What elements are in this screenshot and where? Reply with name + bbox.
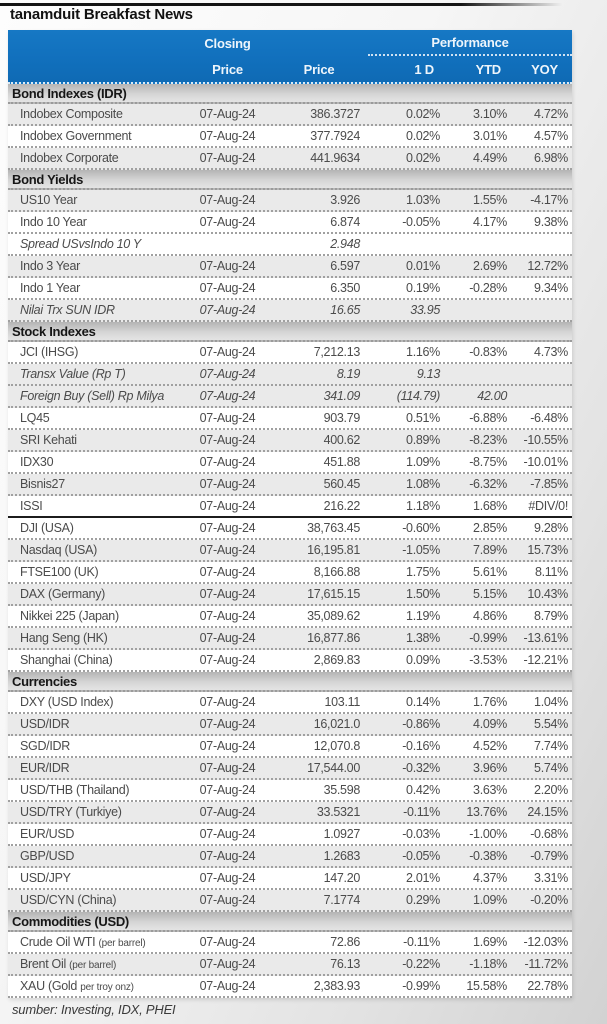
change-1d-cell: -0.05% [402,215,440,229]
instrument-name-cell: Indobex Composite [20,107,123,121]
change-yoy-cell: 8.11% [534,565,568,579]
section-header [8,912,572,932]
change-1d-cell: -0.16% [402,739,440,753]
change-yoy-header: YOY [531,61,558,77]
table-row [8,474,572,496]
instrument-name-cell: DAX (Germany) [20,587,106,601]
price-cell: 7.1774 [323,893,360,907]
change-1d-header: 1 D [414,61,434,77]
date-cell: 07-Aug-24 [199,783,256,797]
section-label: Bond Yields [12,171,84,187]
table-row [8,976,572,998]
instrument-name-cell: IDX30 [20,455,54,469]
date-cell: 07-Aug-24 [199,129,256,143]
price-cell: 147.20 [323,871,360,885]
instrument-name-cell: Bisnis27 [20,477,65,491]
date-cell: 07-Aug-24 [199,957,256,971]
change-1d-cell: -0.32% [402,761,440,775]
date-cell: 07-Aug-24 [199,193,256,207]
change-1d-cell: 1.16% [406,345,440,359]
change-1d-cell: -0.60% [402,521,440,535]
closing-price-header: Price [212,61,243,77]
price-cell: 2,383.93 [313,979,360,993]
change-1d-cell: 0.02% [406,107,440,121]
change-yoy-cell: 4.73% [534,345,568,359]
change-ytd-cell: 5.15% [473,587,507,601]
change-1d-cell: 0.19% [406,281,440,295]
change-yoy-cell: 7.74% [534,739,568,753]
change-yoy-cell: 12.72% [527,259,568,273]
change-yoy-cell: -0.79% [530,849,568,863]
section-header [8,170,572,190]
table-row [8,540,572,562]
change-ytd-header: YTD [475,61,501,77]
change-yoy-cell: -0.20% [530,893,568,907]
instrument-name-cell: Foreign Buy (Sell) Rp Milya [20,389,165,403]
table-row [8,650,572,672]
date-cell: 07-Aug-24 [199,389,256,403]
price-cell: 76.13 [330,957,360,971]
date-cell: 07-Aug-24 [199,151,256,165]
instrument-name-cell: USD/TRY (Turkiye) [20,805,122,819]
table-row [8,954,572,976]
change-1d-cell: 1.18% [406,499,440,513]
change-yoy-cell: 3.31% [534,871,568,885]
change-yoy-cell: 4.57% [534,129,568,143]
change-1d-cell: 1.09% [406,455,440,469]
price-cell: 38,763.45 [307,521,360,535]
instrument-name-cell: Hang Seng (HK) [20,631,108,645]
change-yoy-cell: -6.48% [530,411,568,425]
instrument-name-cell: EUR/IDR [20,761,70,775]
instrument-name-cell: Transx Value (Rp T) [20,367,126,381]
table-row [8,452,572,474]
section-header [8,322,572,342]
date-cell: 07-Aug-24 [199,717,256,731]
change-1d-cell: -0.03% [402,827,440,841]
table-row [8,802,572,824]
instrument-name-cell: USD/IDR [20,717,70,731]
date-cell: 07-Aug-24 [199,587,256,601]
date-cell: 07-Aug-24 [199,827,256,841]
instrument-name-unit: (per barrel) [98,938,146,949]
date-cell: 07-Aug-24 [199,543,256,557]
instrument-name-cell: JCI (IHSG) [20,345,79,359]
price-cell: 1.2683 [323,849,360,863]
table-row [8,300,572,322]
price-cell: 1.0927 [323,827,360,841]
price-cell: 3.926 [330,193,360,207]
change-ytd-cell: -0.83% [469,345,507,359]
table-row [8,496,572,518]
change-ytd-cell: 42.00 [477,389,507,403]
change-1d-cell: 1.03% [406,193,440,207]
table-row [8,364,572,386]
table-row [8,408,572,430]
price-cell: 560.45 [323,477,360,491]
table-body [8,84,572,998]
price-cell: 72.86 [330,935,360,949]
closing-header: Closing [204,35,251,51]
table-row [8,628,572,650]
instrument-name-unit: (per barrel) [69,960,117,971]
date-cell: 07-Aug-24 [199,695,256,709]
date-cell: 07-Aug-24 [199,609,256,623]
market-summary-table [8,30,572,998]
change-ytd-cell: 2.85% [473,521,507,535]
table-row [8,780,572,802]
change-1d-cell: -0.11% [403,935,440,949]
change-ytd-cell: -6.32% [469,477,507,491]
table-row [8,342,572,364]
price-header: Price [303,61,335,77]
price-cell: 386.3727 [310,107,360,121]
change-ytd-cell: 4.37% [473,871,507,885]
change-yoy-cell: -0.68% [530,827,568,841]
instrument-name-cell: Nikkei 225 (Japan) [20,609,119,623]
price-cell: 2,869.83 [313,653,360,667]
price-cell: 6.874 [330,215,360,229]
change-ytd-cell: -6.88% [469,411,507,425]
change-ytd-cell: 3.63% [473,783,507,797]
instrument-name-cell: SRI Kehati [20,433,77,447]
change-ytd-cell: -0.99% [469,631,507,645]
change-yoy-cell: -7.85% [530,477,568,491]
instrument-name-cell: Indo 1 Year [20,281,80,295]
table-row [8,758,572,780]
instrument-name-cell: USD/THB (Thailand) [20,783,130,797]
price-cell: 16,021.0 [313,717,360,731]
performance-header: Performance [368,30,572,56]
date-cell: 07-Aug-24 [199,871,256,885]
change-1d-cell: 0.02% [406,151,440,165]
instrument-name-cell: Crude Oil WTI (per barrel) [20,935,146,949]
change-ytd-cell: 4.52% [473,739,507,753]
date-cell: 07-Aug-24 [199,631,256,645]
table-row [8,736,572,758]
change-ytd-cell: -0.38% [469,849,507,863]
change-yoy-cell: 24.15% [527,805,568,819]
change-1d-cell: 0.09% [406,653,440,667]
change-1d-cell: 9.13 [416,367,440,381]
instrument-name-cell: Indo 10 Year [20,215,87,229]
price-cell: 377.7924 [310,129,360,143]
price-cell: 35.598 [323,783,360,797]
change-1d-cell: 1.75% [406,565,440,579]
date-cell: 07-Aug-24 [199,805,256,819]
change-yoy-cell: -12.21% [523,653,568,667]
change-yoy-cell: -12.03% [523,935,568,949]
price-cell: 7,212.13 [313,345,360,359]
change-ytd-cell: 1.76% [473,695,507,709]
price-cell: 903.79 [323,411,360,425]
section-label: Commodities (USD) [12,913,129,929]
table-row [8,148,572,170]
table-row [8,518,572,540]
table-row [8,104,572,126]
price-cell: 2.948 [330,237,360,251]
date-cell: 07-Aug-24 [199,107,256,121]
instrument-name-cell: ISSI [20,499,43,513]
change-1d-cell: (114.79) [396,389,440,403]
table-header [8,30,572,84]
price-cell: 341.09 [323,389,360,403]
table-row [8,430,572,452]
change-1d-cell: 1.38% [406,631,440,645]
header-row-1 [8,30,572,56]
change-1d-cell: -0.99% [402,979,440,993]
instrument-name-cell: US10 Year [20,193,78,207]
price-cell: 33.5321 [316,805,360,819]
table-row [8,824,572,846]
date-cell: 07-Aug-24 [199,367,256,381]
section-label: Bond Indexes (IDR) [12,85,127,101]
change-yoy-cell: -13.61% [523,631,568,645]
instrument-name-cell: XAU (Gold per troy onz) [20,979,134,993]
table-row [8,234,572,256]
price-cell: 17,544.00 [307,761,360,775]
instrument-name-cell: Brent Oil (per barrel) [20,957,117,971]
price-cell: 35,089.62 [307,609,360,623]
change-yoy-cell: 9.28% [534,521,568,535]
change-1d-cell: 0.01% [406,259,440,273]
price-cell: 451.88 [323,455,360,469]
price-cell: 8,166.88 [313,565,360,579]
change-yoy-cell: 15.73% [527,543,568,557]
change-ytd-cell: 15.58% [466,979,507,993]
instrument-name-cell: Nasdaq (USA) [20,543,97,557]
change-ytd-cell: 2.69% [473,259,507,273]
change-ytd-cell: 1.09% [473,893,507,907]
page-title: tanamduit Breakfast News [10,6,193,23]
change-1d-cell: 0.14% [406,695,440,709]
price-cell: 16,877.86 [307,631,360,645]
price-cell: 441.9634 [310,151,360,165]
instrument-name-cell: Spread USvsIndo 10 Y [20,237,141,251]
table-row [8,692,572,714]
change-yoy-cell: 8.79% [534,609,568,623]
change-ytd-cell: 4.09% [473,717,507,731]
section-label: Stock Indexes [12,323,96,339]
change-1d-cell: -0.05% [402,849,440,863]
change-1d-cell: -1.05% [402,543,440,557]
date-cell: 07-Aug-24 [199,477,256,491]
price-cell: 216.22 [323,499,360,513]
instrument-name-cell: Indo 3 Year [20,259,80,273]
change-ytd-cell: -8.75% [469,455,507,469]
table-row [8,256,572,278]
change-yoy-cell: 1.04% [534,695,568,709]
date-cell: 07-Aug-24 [199,761,256,775]
price-cell: 8.19 [336,367,360,381]
date-cell: 07-Aug-24 [199,259,256,273]
change-yoy-cell: -10.01% [523,455,568,469]
change-ytd-cell: -0.28% [469,281,507,295]
date-cell: 07-Aug-24 [199,303,256,317]
change-ytd-cell: 1.55% [473,193,507,207]
table-row [8,212,572,234]
table-row [8,932,572,954]
change-ytd-cell: -8.23% [469,433,507,447]
table-row [8,714,572,736]
section-header [8,84,572,104]
change-ytd-cell: 3.96% [473,761,507,775]
price-cell: 6.350 [330,281,360,295]
date-cell: 07-Aug-24 [199,455,256,469]
change-ytd-cell: 1.68% [473,499,507,513]
date-cell: 07-Aug-24 [199,345,256,359]
price-cell: 17,615.15 [307,587,360,601]
change-yoy-cell: 9.38% [534,215,568,229]
price-cell: 16.65 [330,303,360,317]
change-yoy-cell: #DIV/0! [528,499,568,513]
table-row [8,846,572,868]
instrument-name-cell: GBP/USD [20,849,75,863]
change-yoy-cell: -4.17% [530,193,568,207]
change-ytd-cell: 7.89% [473,543,507,557]
instrument-name-cell: Nilai Trx SUN IDR [20,303,115,317]
table-row [8,868,572,890]
change-yoy-cell: -10.55% [523,433,568,447]
instrument-name-cell: EUR/USD [20,827,75,841]
table-row [8,562,572,584]
section-header [8,672,572,692]
change-ytd-cell: 4.49% [473,151,507,165]
date-cell: 07-Aug-24 [199,499,256,513]
date-cell: 07-Aug-24 [199,849,256,863]
change-1d-cell: 1.08% [406,477,440,491]
change-yoy-cell: 4.72% [534,107,568,121]
change-ytd-cell: -1.00% [469,827,507,841]
change-1d-cell: -0.11% [403,805,440,819]
change-yoy-cell: 2.20% [534,783,568,797]
instrument-name-cell: DJI (USA) [20,521,74,535]
change-ytd-cell: -1.18% [469,957,507,971]
instrument-name-cell: Shanghai (China) [20,653,113,667]
table-row [8,890,572,912]
date-cell: 07-Aug-24 [199,739,256,753]
header-row-2 [8,56,572,82]
price-cell: 400.62 [323,433,360,447]
change-1d-cell: 0.42% [406,783,440,797]
table-row [8,126,572,148]
change-1d-cell: 0.02% [406,129,440,143]
change-ytd-cell: 1.69% [473,935,507,949]
change-1d-cell: 0.29% [406,893,440,907]
date-cell: 07-Aug-24 [199,521,256,535]
change-yoy-cell: 5.54% [534,717,568,731]
table-row [8,386,572,408]
change-1d-cell: -0.22% [402,957,440,971]
change-1d-cell: -0.86% [402,717,440,731]
date-cell: 07-Aug-24 [199,281,256,295]
change-yoy-cell: -11.72% [524,957,568,971]
date-cell: 07-Aug-24 [199,215,256,229]
change-ytd-cell: 3.10% [473,107,507,121]
change-ytd-cell: 4.86% [473,609,507,623]
price-cell: 16,195.81 [307,543,360,557]
instrument-name-cell: FTSE100 (UK) [20,565,99,579]
date-cell: 07-Aug-24 [199,565,256,579]
change-1d-cell: 1.50% [406,587,440,601]
change-1d-cell: 2.01% [406,871,440,885]
change-1d-cell: 0.51% [406,411,440,425]
date-cell: 07-Aug-24 [199,979,256,993]
date-cell: 07-Aug-24 [199,433,256,447]
change-yoy-cell: 9.34% [534,281,568,295]
change-1d-cell: 33.95 [410,303,440,317]
date-cell: 07-Aug-24 [199,653,256,667]
section-label: Currencies [12,673,77,689]
change-yoy-cell: 5.74% [534,761,568,775]
table-row [8,606,572,628]
instrument-name-cell: DXY (USD Index) [20,695,114,709]
source-note: sumber: Investing, IDX, PHEI [12,1002,176,1017]
instrument-name-unit: per troy onz) [80,982,134,993]
instrument-name-cell: USD/JPY [20,871,71,885]
date-cell: 07-Aug-24 [199,411,256,425]
price-cell: 12,070.8 [313,739,360,753]
change-ytd-cell: -3.53% [469,653,507,667]
instrument-name-cell: USD/CYN (China) [20,893,117,907]
change-ytd-cell: 3.01% [473,129,507,143]
change-1d-cell: 0.89% [406,433,440,447]
change-yoy-cell: 22.78% [527,979,568,993]
change-yoy-cell: 6.98% [534,151,568,165]
price-cell: 6.597 [330,259,360,273]
date-cell: 07-Aug-24 [199,935,256,949]
change-yoy-cell: 10.43% [527,587,568,601]
table-row [8,190,572,212]
table-row [8,584,572,606]
date-cell: 07-Aug-24 [199,893,256,907]
instrument-name-cell: LQ45 [20,411,50,425]
change-ytd-cell: 4.17% [473,215,507,229]
change-ytd-cell: 13.76% [466,805,507,819]
table-row [8,278,572,300]
price-cell: 103.11 [324,695,360,709]
instrument-name-cell: Indobex Government [20,129,132,143]
change-ytd-cell: 5.61% [473,565,507,579]
instrument-name-cell: SGD/IDR [20,739,70,753]
instrument-name-cell: Indobex Corporate [20,151,119,165]
change-1d-cell: 1.19% [406,609,440,623]
